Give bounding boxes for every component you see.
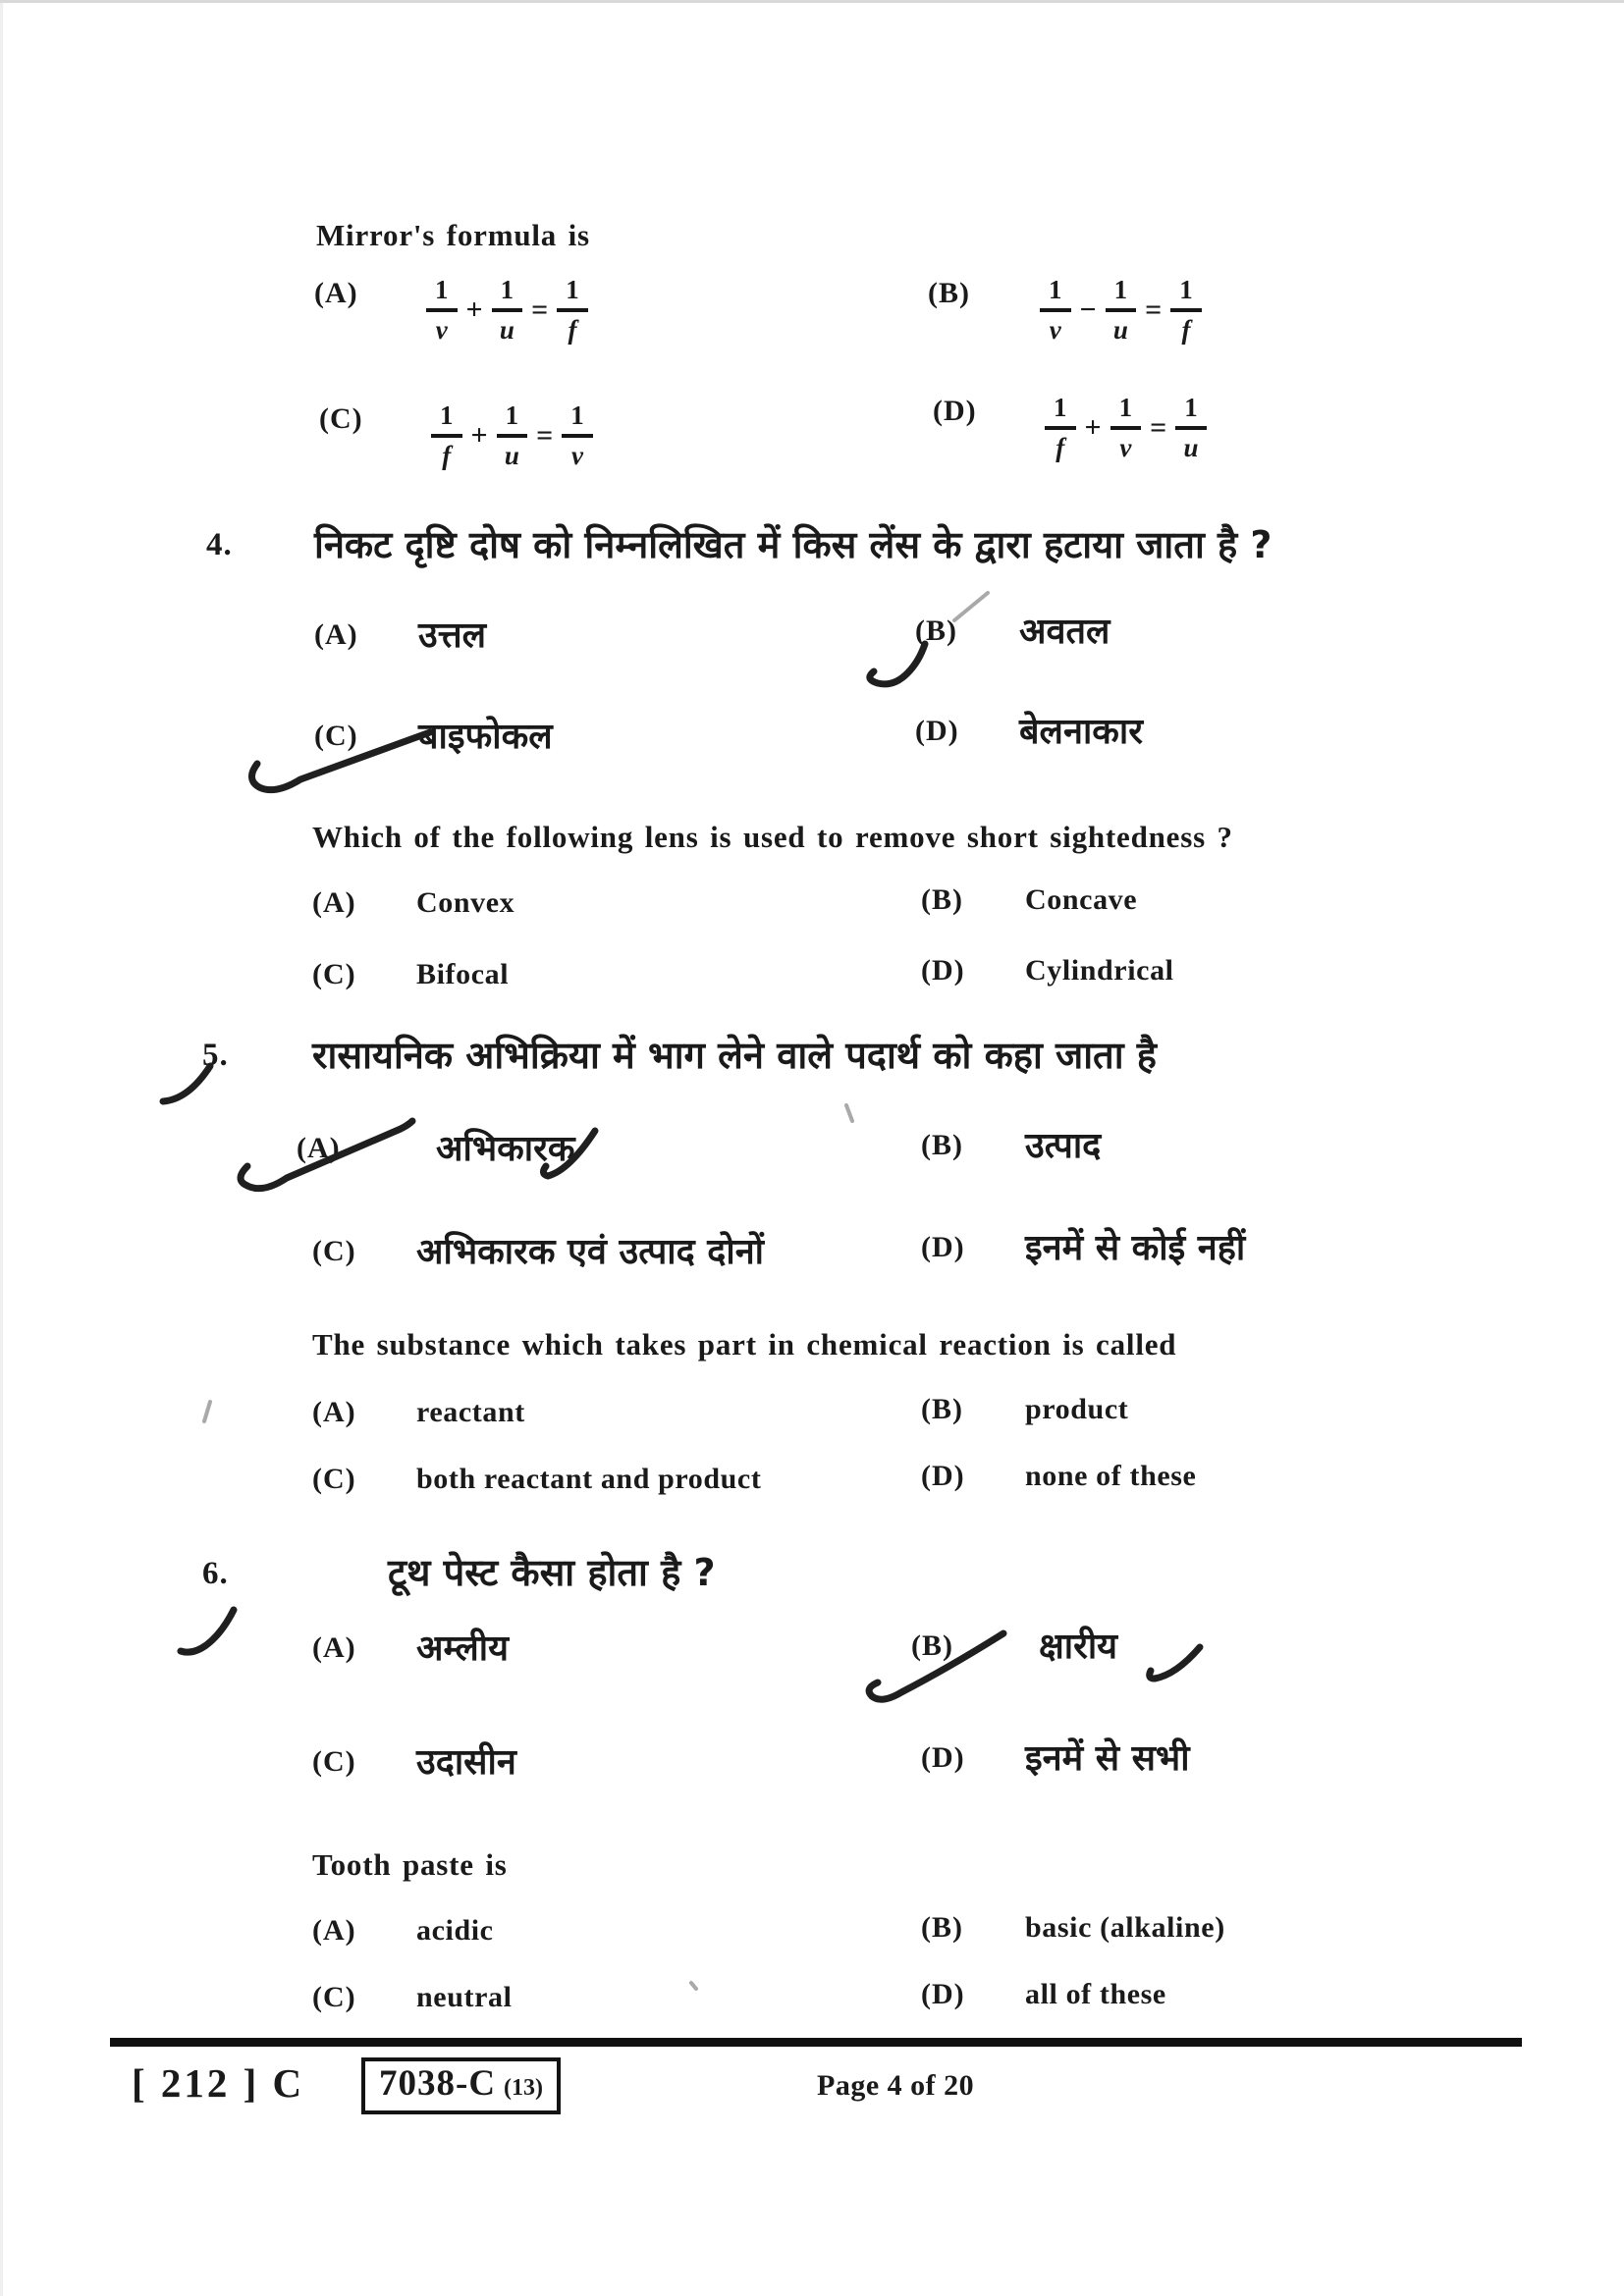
option-label: (B) bbox=[928, 277, 970, 309]
fraction: $\frac{1}{f}$ bbox=[557, 277, 588, 344]
q4-option-a-hindi: (A) उत्तल bbox=[314, 615, 487, 656]
fraction: $\frac{1}{u}$ bbox=[1175, 395, 1207, 461]
q4-option-b-english: (B) Concave bbox=[921, 883, 1138, 916]
mirror-option-b bbox=[928, 277, 1202, 344]
question-6-number: 6. bbox=[202, 1556, 229, 1591]
fraction: $\frac{1}{v}$ bbox=[426, 277, 458, 344]
fraction: $\frac{1}{v}$ bbox=[1040, 277, 1071, 344]
q5-option-c-english: (C) both reactant and product bbox=[312, 1463, 762, 1495]
footer-page-indicator: Page 4 of 20 bbox=[817, 2069, 975, 2102]
q4-option-c-hindi: (C) बाइफोकल bbox=[314, 717, 553, 757]
mirror-option-c bbox=[319, 402, 593, 469]
fraction: $\frac{1}{u}$ bbox=[492, 277, 523, 344]
q4-option-c-english: (C) Bifocal bbox=[312, 958, 510, 990]
q4-option-a-english: (A) Convex bbox=[312, 886, 515, 919]
q6-option-a-english: (A) acidic bbox=[312, 1914, 494, 1947]
footer-divider-rule bbox=[110, 2038, 1522, 2047]
question-5-number: 5. bbox=[202, 1038, 229, 1073]
q4-option-d-hindi: (D) बेलनाकार bbox=[915, 712, 1143, 752]
question-6-prompt-english: Tooth paste is bbox=[312, 1847, 508, 1882]
fraction: $\frac{1}{u}$ bbox=[1106, 277, 1137, 344]
q5-option-b-hindi: (B) उत्पाद bbox=[921, 1126, 1102, 1166]
question-4-number: 4. bbox=[206, 527, 233, 562]
mirror-formula-a: $\frac{1}{v}$ + $\frac{1}{u}$ = $\frac{1}{f}$ bbox=[426, 277, 588, 344]
fraction: $\frac{1}{v}$ bbox=[1110, 395, 1142, 461]
q6-option-c-hindi: (C) उदासीन bbox=[312, 1742, 516, 1783]
mirror-formula-d: $\frac{1}{f}$ + $\frac{1}{v}$ = $\frac{1}{u}$ bbox=[1045, 395, 1207, 461]
footer-booklet-code-box bbox=[361, 2057, 561, 2114]
booklet-code-sub: (13) bbox=[504, 2075, 544, 2101]
q5-option-b-english: (B) product bbox=[921, 1393, 1129, 1425]
footer-series-code: [ 212 ] C bbox=[132, 2060, 305, 2106]
q4-option-b-tick-mark bbox=[870, 644, 925, 684]
question-5-prompt-english: The substance which takes part in chemical reaction is called bbox=[312, 1327, 1177, 1362]
q6-option-b-hindi: (B) क्षारीय bbox=[911, 1627, 1118, 1667]
q5-option-d-english: (D) none of these bbox=[921, 1460, 1197, 1492]
booklet-code: 7038-C bbox=[379, 2063, 497, 2104]
q6-option-a-hindi: (A) अम्लीय bbox=[312, 1629, 509, 1669]
mirror-option-d bbox=[933, 395, 1207, 461]
mirror-option-a bbox=[314, 277, 588, 344]
option-label: (C) bbox=[319, 402, 363, 435]
question-4-prompt-english: Which of the following lens is used to remove short sightedness ? bbox=[312, 820, 1233, 854]
q6-option-d-hindi: (D) इनमें से सभी bbox=[921, 1738, 1190, 1779]
option-label: (A) bbox=[314, 277, 358, 309]
q6-english-stray-dot bbox=[691, 1983, 696, 1989]
q5-option-a-english: (A) reactant bbox=[312, 1396, 525, 1428]
question-6-prompt-hindi: टूथ पेस्ट कैसा होता है ? bbox=[388, 1551, 716, 1594]
q5-option-d-hindi: (D) इनमें से कोई नहीं bbox=[921, 1228, 1246, 1268]
q5-option-a-hindi: (A) अभिकारक bbox=[297, 1129, 575, 1169]
question-5-prompt-hindi: रासायनिक अभिक्रिया में भाग लेने वाले पदार्थ को कहा जाता है bbox=[312, 1034, 1157, 1077]
q4-option-d-english: (D) Cylindrical bbox=[921, 954, 1174, 987]
q5-english-margin-mark bbox=[204, 1402, 210, 1421]
fraction: $\frac{1}{f}$ bbox=[1170, 277, 1202, 344]
mirror-formula-c: $\frac{1}{f}$ + $\frac{1}{u}$ = $\frac{1}{v}$ bbox=[431, 402, 593, 469]
q6-option-b-english: (B) basic (alkaline) bbox=[921, 1911, 1225, 1944]
fraction: $\frac{1}{f}$ bbox=[431, 402, 462, 469]
q6-option-c-english: (C) neutral bbox=[312, 1981, 513, 2013]
q5-option-b-stray-mark bbox=[846, 1105, 852, 1121]
fraction: $\frac{1}{u}$ bbox=[497, 402, 528, 469]
fraction: $\frac{1}{f}$ bbox=[1045, 395, 1076, 461]
option-label: (D) bbox=[933, 395, 977, 427]
mirror-question-prompt: Mirror's formula is bbox=[316, 218, 590, 252]
q6-option-d-english: (D) all of these bbox=[921, 1978, 1166, 2010]
q6-number-tick-mark bbox=[181, 1610, 234, 1652]
q4-option-b-hindi: (B) अवतल bbox=[915, 612, 1110, 652]
fraction: $\frac{1}{v}$ bbox=[562, 402, 593, 469]
mirror-formula-b: $\frac{1}{v}$ − $\frac{1}{u}$ = $\frac{1}{f}$ bbox=[1040, 277, 1202, 344]
q6-option-b-after-tick-mark bbox=[1150, 1647, 1200, 1679]
question-4-prompt-hindi: निकट दृष्टि दोष को निम्नलिखित में किस लेंस के द्वारा हटाया जाता है ? bbox=[314, 523, 1272, 566]
q5-option-c-hindi: (C) अभिकारक एवं उत्पाद दोनों bbox=[312, 1232, 765, 1272]
